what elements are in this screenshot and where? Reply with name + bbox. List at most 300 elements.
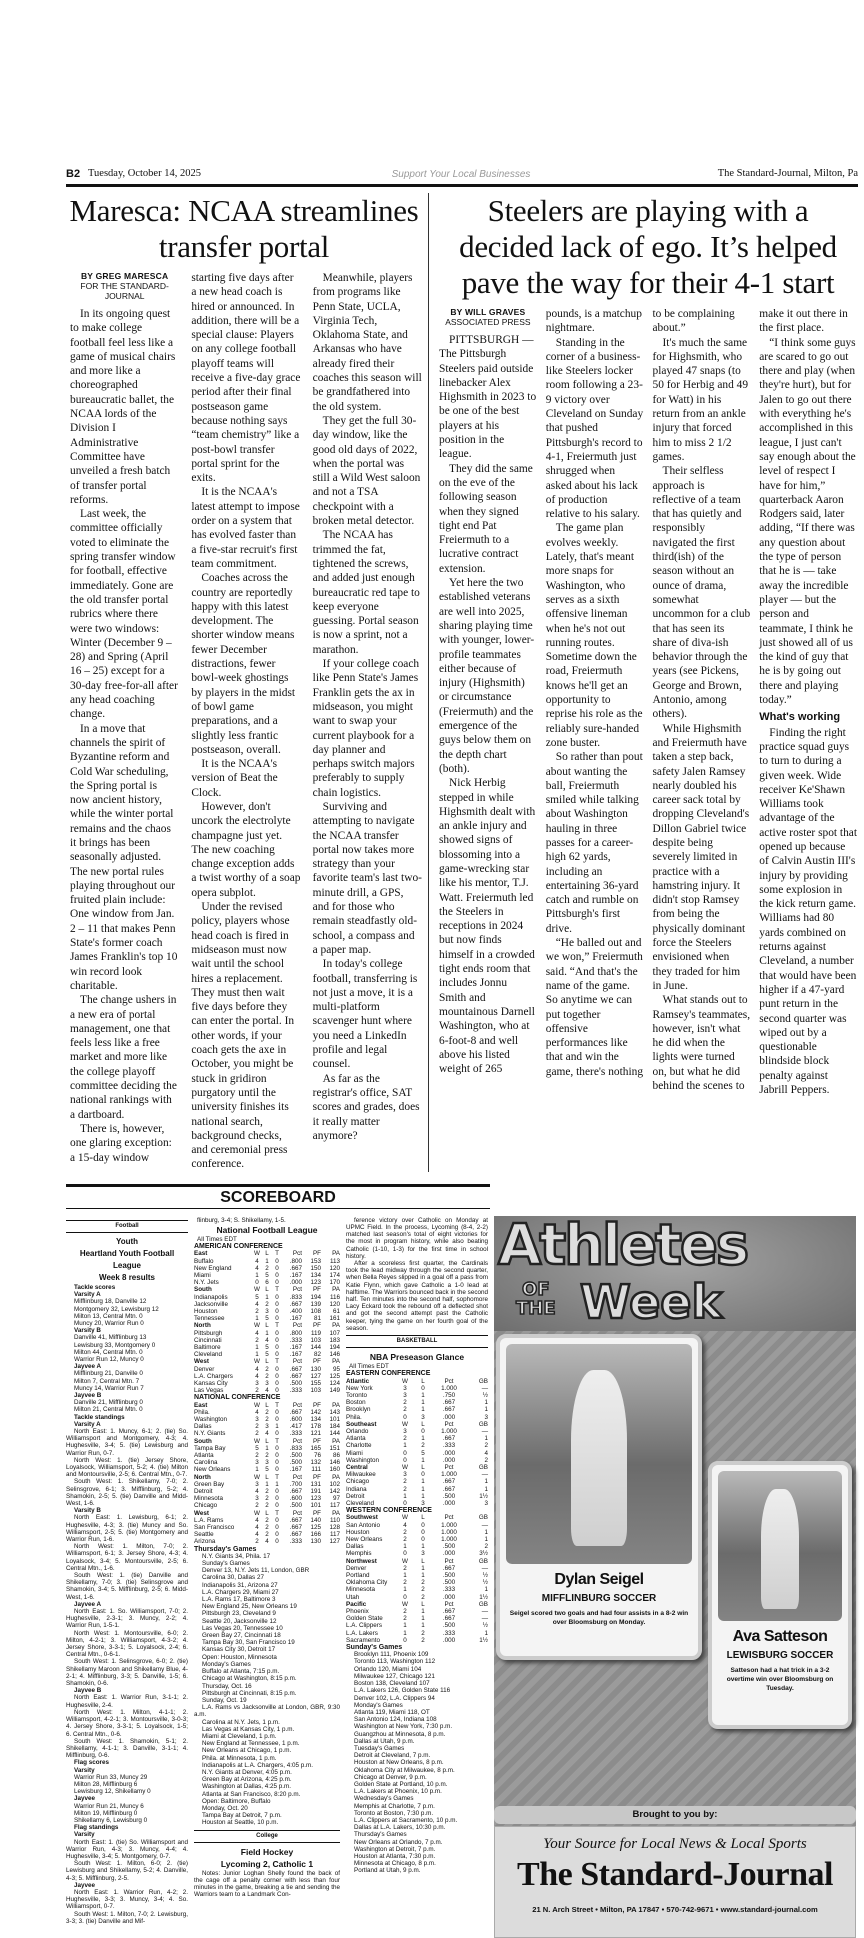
- stat-cell: 1: [421, 1391, 425, 1399]
- stat-cell: 0: [275, 1300, 279, 1308]
- stat-cell: 2: [265, 1495, 269, 1503]
- stat-cell: .667: [442, 1399, 456, 1407]
- sponsor-slogan: Your Source for Local News & Local Sports: [543, 1835, 807, 1852]
- result-line: N.Y. Giants 34, Phila. 17: [202, 1552, 271, 1560]
- stat-cell: .600: [289, 1415, 302, 1423]
- standings-row: [346, 1435, 488, 1442]
- category-label: Tackle standings: [74, 1413, 125, 1421]
- stat-cell: 101: [310, 1502, 321, 1510]
- section-header: Football: [66, 1220, 188, 1233]
- team-name: Houston: [194, 1307, 218, 1315]
- stat-cell: 2: [403, 1608, 407, 1616]
- stat-cell: 3: [255, 1480, 259, 1488]
- stat-cell: 107: [329, 1329, 340, 1337]
- stat-cell: .000: [442, 1449, 456, 1457]
- stat-cell: 2: [403, 1536, 407, 1544]
- scoreboard-columns: [66, 1217, 490, 1925]
- stat-cell: 0: [403, 1593, 407, 1601]
- stat-cell: .600: [289, 1495, 302, 1503]
- stat-cell: 4: [403, 1521, 407, 1529]
- team-name: North: [194, 1322, 211, 1330]
- text-paragraph: Notes: Junior Loghan Shelly found the back of the cage off a penalty corner with less than four minutes in the game, breaking a tie and sending the Warriors team to a Landmark Con-: [194, 1869, 340, 1899]
- standings-row: [346, 1565, 488, 1572]
- stat-cell: 3: [403, 1391, 407, 1399]
- team-name: N.Y. Giants: [194, 1430, 226, 1438]
- stat-cell: 1: [484, 1536, 488, 1544]
- stat-cell: .667: [442, 1485, 456, 1493]
- team-name: Washington: [194, 1415, 228, 1423]
- standings-row: [194, 1481, 340, 1488]
- paragraph: It is the NCAA's version of Beat the Clock.: [191, 758, 278, 799]
- stat-cell: PF: [312, 1473, 321, 1481]
- result-line: Montgomery 32, Lewisburg 12: [74, 1305, 159, 1313]
- text-paragraph: South West: 1. (tie) Danville and Shikellamy, 7-0; 3. (tie) Selinsgrove and Shamokin, 3-4; 5. Mifflinburg, 2-5; 6. Midd-West, 1-6.: [66, 1572, 188, 1601]
- standings-row: [346, 1428, 488, 1435]
- result-line: Washington at Detroit, 7 p.m.: [354, 1845, 436, 1853]
- stat-cell: 1: [421, 1615, 425, 1623]
- team-name: Southeast: [346, 1420, 377, 1428]
- team-name: Denver: [194, 1365, 215, 1373]
- stat-cell: 183: [329, 1336, 340, 1344]
- stat-cell: L: [421, 1464, 425, 1471]
- result-line: Memphis at Charlotte, 7 p.m.: [354, 1802, 435, 1810]
- stat-cell: 1: [484, 1399, 488, 1407]
- stat-cell: 1: [484, 1406, 488, 1414]
- stat-cell: 2: [403, 1485, 407, 1493]
- stat-cell: GB: [478, 1557, 488, 1565]
- sponsor-logo: The Standard-Journal: [517, 1855, 833, 1893]
- stat-cell: 150: [310, 1264, 321, 1272]
- stat-cell: —: [481, 1471, 488, 1479]
- stat-cell: PA: [332, 1401, 340, 1409]
- stat-cell: W: [254, 1509, 260, 1517]
- stat-cell: 0: [275, 1343, 279, 1351]
- stat-cell: 127: [310, 1372, 321, 1380]
- standings-row: [346, 1586, 488, 1593]
- scoreboard-rule: [66, 1208, 490, 1209]
- stat-cell: W: [254, 1322, 260, 1330]
- text-paragraph: South West: 1. Selinsgrove, 6-0; 2. (tie) Shikellamy Maroon and Shikellamy Blue, 4-2-1; 4. Mifflinburg, 3-3; 5. Danville, 1-5; 6. Shamokin, 0-6.: [66, 1658, 188, 1688]
- stat-cell: T: [275, 1437, 279, 1445]
- result-line: New England 25, New Orleans 19: [202, 1603, 297, 1611]
- byline: BY GREG MARESCA: [80, 271, 169, 281]
- stat-cell: 120: [329, 1300, 340, 1308]
- stat-cell: 165: [310, 1444, 321, 1452]
- scoreboard-column-nfl: [194, 1217, 340, 1925]
- stat-cell: .000: [442, 1500, 456, 1508]
- stat-cell: .500: [442, 1572, 456, 1580]
- stat-cell: T: [275, 1286, 279, 1294]
- standings-row: [346, 1522, 488, 1529]
- result-line: Carolina 30, Dallas 27: [202, 1574, 264, 1582]
- standings-row: [194, 1272, 340, 1279]
- stat-cell: Pct: [292, 1509, 302, 1517]
- stat-cell: 2: [421, 1636, 425, 1644]
- stat-cell: 166: [310, 1531, 321, 1539]
- article-headline: Maresca: NCAA streamlines transfer portal: [69, 193, 419, 264]
- stat-cell: .333: [289, 1538, 302, 1546]
- team-name: South: [194, 1286, 212, 1294]
- stat-cell: 1: [255, 1343, 259, 1351]
- stat-cell: 3: [421, 1550, 425, 1558]
- stat-cell: 76: [313, 1452, 321, 1459]
- team-name: Detroit: [346, 1492, 365, 1500]
- stat-cell: 0: [421, 1521, 425, 1529]
- paragraph: As far as the registrar's office, SAT scores and grades, does it really matter anymore?: [312, 1072, 420, 1142]
- standings-header-row: [194, 1286, 340, 1293]
- team-name: Jacksonville: [194, 1300, 228, 1308]
- standings-row: [194, 1344, 340, 1351]
- stat-cell: —: [481, 1521, 488, 1529]
- standings-row: [346, 1637, 488, 1644]
- stat-cell: 4: [255, 1365, 259, 1373]
- stat-cell: 1: [484, 1435, 488, 1443]
- result-line: L.A. Clippers at Sacramento, 10 p.m.: [354, 1816, 458, 1824]
- standings-row: [194, 1301, 340, 1308]
- athletes-of-week-logo: [494, 1212, 856, 1331]
- result-line: Indianapolis 31, Arizona 27: [202, 1581, 278, 1589]
- stat-cell: 5: [265, 1271, 269, 1279]
- text-paragraph: North West: 1. (tie) Jersey Shore, Loyalsock, Williamsport, 5-2; 4. (tie) Milton and Montoursville, 2-5; 6. Central Mtn., 0-7.: [66, 1456, 188, 1479]
- result-line: Miami at Cleveland, 1 p.m.: [202, 1732, 277, 1740]
- standings-row: [194, 1524, 340, 1531]
- standings-row: [346, 1543, 488, 1550]
- stat-cell: T: [275, 1473, 279, 1481]
- standings-row: [346, 1457, 488, 1464]
- stat-cell: 3: [265, 1459, 269, 1467]
- stat-cell: T: [275, 1358, 279, 1366]
- stat-cell: 4: [255, 1300, 259, 1308]
- standings-row: [346, 1399, 488, 1406]
- paragraph: In today's college football, transferring is not just a move, it is a multi-platform scavenger hunt where you need a LinkedIn profile and legal counsel.: [312, 958, 418, 1071]
- standings-header-row: [194, 1358, 340, 1365]
- stat-cell: .667: [289, 1264, 302, 1272]
- result-line: Milton 13, Central Mtn. 0: [74, 1312, 143, 1320]
- stat-cell: 0: [275, 1372, 279, 1380]
- standings-header-row: [346, 1378, 488, 1385]
- stat-cell: 1: [265, 1444, 269, 1452]
- stat-cell: 2: [421, 1629, 425, 1637]
- stat-cell: 1.000: [441, 1521, 457, 1529]
- stat-cell: 144: [329, 1430, 340, 1438]
- standings-row: [346, 1493, 488, 1500]
- stat-cell: .400: [289, 1307, 302, 1315]
- stat-cell: 2: [265, 1300, 269, 1308]
- stat-cell: .500: [442, 1543, 456, 1551]
- paragraph: There is, however, one glaring exception: a 15-day window starting five days after a new head coach is hired or announced. In addition, there will be a special clause: Players on any college football playoff teams will receive a five-day grace period after their final postseason game because nothing says “team chemistry” like a post-bowl transfer portal sprint for the exits.: [70, 272, 301, 1164]
- stat-cell: W: [254, 1473, 260, 1481]
- team-name: Toronto: [346, 1391, 368, 1399]
- paragraph: Finding the right practice squad guys to turn to during a given week. Wide receiver Ke'Shawn Williams took advantage of the active roster spot that opened up because of Calvin Austin III's injury by providing some explosion in the kick return game. Williams had 80 yards combined on returns against Cleveland, a number that would have been higher if a 47-yard punt return in the second quarter was wiped out by a questionable blindside block penalty against Jabrill Peppers.: [759, 726, 857, 1097]
- team-name: New Orleans: [346, 1536, 383, 1544]
- standings-row: [194, 1495, 340, 1502]
- stat-cell: —: [481, 1427, 488, 1435]
- paragraph: However, don't uncork the electrolyte champagne just yet. The new coaching change exception adds a twist worthy of a soap opera subplot.: [191, 800, 301, 899]
- paragraph: Meanwhile, players from programs like Penn State, UCLA, Virginia Tech, Oklahoma State, and Arkansas who have already fired their coaches this season will be grandfathered into the old system.: [312, 272, 422, 413]
- text-line: All Times EDT: [349, 1363, 389, 1371]
- result-line: New England at Tennessee, 1 p.m.: [202, 1740, 300, 1748]
- text-paragraph: North West: 1. Milton, 4-1-1; 2. Williamsport, 4-2-1; 3. Montoursville, 3-0-3; 4. Jersey Shore, 3-3-1; 5. Loyalsock, 1-5; 6. Central Mtn., 0-6.: [66, 1708, 188, 1738]
- paragraph: The change ushers in a new era of portal management, one that feels less like a free market and more like the college playoff committee deciding the national rankings with a dartboard.: [70, 994, 177, 1121]
- text-paragraph: North West: 1. Montoursville, 6-0; 2. Milton, 4-2-1; 3. Williamsport, 4-3-2; 4. Jersey Shore, 3-3-1; 5. Loyalsock, 2-4; 6. Central Mtn., 0-6-1.: [66, 1629, 188, 1659]
- standings-header-row: [194, 1402, 340, 1409]
- category-label: Flag standings: [74, 1824, 119, 1832]
- category-label: Jayvee B: [74, 1391, 102, 1399]
- stat-cell: W: [254, 1250, 260, 1258]
- stat-cell: .667: [289, 1531, 302, 1539]
- stat-cell: .500: [289, 1502, 302, 1510]
- stat-cell: .333: [442, 1442, 456, 1450]
- team-name: Memphis: [346, 1550, 372, 1558]
- stat-cell: 1: [275, 1423, 279, 1431]
- stat-cell: —: [481, 1384, 488, 1392]
- text-paragraph: North East: 1. (tie) So. Williamsport and Warrior Run, 4-3; 3. Muncy, 4-4; 4. Hughesville, 3-4; 5. Montgomery, 0-7.: [66, 1838, 188, 1860]
- result-line: L.A. Lakers at Phoenix, 10 p.m.: [354, 1788, 442, 1796]
- stat-cell: 123: [310, 1279, 321, 1287]
- stat-cell: PF: [312, 1509, 321, 1517]
- stat-cell: Pct: [444, 1600, 454, 1608]
- stat-cell: 0: [275, 1516, 279, 1524]
- stat-cell: 160: [329, 1466, 340, 1474]
- stat-cell: 155: [310, 1379, 321, 1387]
- stat-cell: 1: [421, 1622, 425, 1630]
- stat-cell: 61: [332, 1307, 340, 1315]
- result-line: Las Vegas at Kansas City, 1 p.m.: [202, 1725, 295, 1733]
- stat-cell: 1: [421, 1564, 425, 1572]
- logo-text: Week: [580, 1274, 723, 1329]
- stat-cell: 1: [421, 1485, 425, 1493]
- stat-cell: 4: [255, 1257, 259, 1265]
- stat-cell: 117: [329, 1531, 340, 1539]
- result-line: Oklahoma City at Milwaukee, 8 p.m.: [354, 1766, 455, 1774]
- subhead: What's working: [759, 711, 841, 724]
- stat-cell: 0: [275, 1459, 279, 1467]
- standings-row: [346, 1622, 488, 1629]
- result-line: Houston at New Orleans, 8 p.m.: [354, 1759, 444, 1767]
- result-line: Open: Baltimore, Buffalo: [202, 1797, 271, 1805]
- stat-cell: .667: [289, 1372, 302, 1380]
- stat-cell: 178: [310, 1423, 321, 1431]
- stat-cell: ½: [482, 1391, 488, 1399]
- stat-cell: 1: [275, 1480, 279, 1488]
- paper-name: The Standard-Journal, Milton, Pa: [717, 168, 858, 179]
- stat-cell: .000: [442, 1636, 456, 1644]
- text-line: flinburg, 3-4; S. Shikellamy, 1-5.: [197, 1216, 286, 1224]
- stat-cell: 2: [265, 1408, 269, 1416]
- stat-cell: 2: [255, 1387, 259, 1395]
- stat-cell: Pct: [292, 1437, 302, 1445]
- stat-cell: 2: [403, 1478, 407, 1486]
- stat-cell: 1: [403, 1572, 407, 1580]
- stat-cell: 0: [403, 1550, 407, 1558]
- standings-header-row: [346, 1464, 488, 1471]
- stat-cell: 3: [265, 1307, 269, 1315]
- stat-cell: 146: [329, 1459, 340, 1467]
- team-name: Chicago: [346, 1478, 370, 1486]
- standings-row: [346, 1406, 488, 1413]
- stat-cell: 1: [421, 1435, 425, 1443]
- stat-cell: 149: [329, 1387, 340, 1395]
- stat-cell: 1: [421, 1456, 425, 1464]
- stat-cell: 2: [484, 1543, 488, 1551]
- stat-cell: W: [254, 1401, 260, 1409]
- conference-label: WESTERN CONFERENCE: [346, 1507, 432, 1515]
- stat-cell: .667: [289, 1408, 302, 1416]
- section-page-label: B2: [66, 168, 81, 180]
- result-line: Wednesday's Games: [354, 1795, 414, 1803]
- sponsor-address: 21 N. Arch Street • Milton, PA 17847 • 570-742-9671 • www.standard-journal.com: [532, 1904, 818, 1914]
- stat-cell: 131: [310, 1480, 321, 1488]
- stat-cell: .667: [289, 1516, 302, 1524]
- paragraph: Under the revised policy, players whose head coach is fired in midseason must now wait until the school hires a replacement. They must then wait five days before they can enter the portal. In other words, if your coach gets the axe in October, you might be stuck in gridiron purgatory until the university finishes its national search, background checks, and ceremonial press conference.: [191, 901, 295, 1171]
- stat-cell: 1.000: [441, 1528, 457, 1536]
- standings-header-row: [346, 1601, 488, 1608]
- category-label: Varsity: [74, 1831, 95, 1839]
- standings-header-row: [346, 1558, 488, 1565]
- stat-cell: 2: [403, 1406, 407, 1414]
- standings-row: [194, 1330, 340, 1337]
- team-name: Dallas: [194, 1423, 212, 1431]
- stat-cell: 2: [403, 1435, 407, 1443]
- stat-cell: 0: [275, 1444, 279, 1452]
- standings-row: [346, 1550, 488, 1557]
- text-paragraph: South West: 1. Shikellamy, 7-0; 2. Selinsgrove, 6-1; 3. Mifflinburg, 5-2; 4. Shamokin, 2-5; 5. (tie) Danville and Midd-West, 1-6.: [66, 1478, 188, 1507]
- stat-cell: 4: [265, 1336, 269, 1344]
- stat-cell: L: [265, 1322, 269, 1330]
- result-line: Thursday's Games: [354, 1831, 407, 1839]
- athlete-description: Satteson had a hat trick in a 3-2 overtime win over Bloomsburg on Tuesday.: [726, 1666, 834, 1692]
- standings-header-row: [194, 1438, 340, 1445]
- stat-cell: —: [481, 1608, 488, 1616]
- stat-cell: 3½: [479, 1550, 488, 1558]
- result-line: New Orleans at Chicago, 1 p.m.: [202, 1747, 292, 1755]
- result-line: Washington at Dallas, 4:25 p.m.: [202, 1783, 292, 1791]
- standings-row: [346, 1536, 488, 1543]
- team-name: South: [194, 1437, 212, 1445]
- stat-cell: L: [265, 1437, 269, 1445]
- stat-cell: .667: [289, 1488, 302, 1496]
- result-line: Sunday, Oct. 19: [202, 1696, 247, 1704]
- stat-cell: Pct: [292, 1473, 302, 1481]
- stat-cell: 0: [275, 1379, 279, 1387]
- standings-row: [346, 1486, 488, 1493]
- team-name: Milwaukee: [346, 1471, 376, 1479]
- paragraph: They get the full 30-day window, like the good old days of 2022, when the portal was still a Wild West saloon and not a TSA checkpoint with a broken metal detector.: [312, 414, 421, 528]
- result-line: Shikellamy 6, Lewisburg 0: [74, 1816, 148, 1824]
- stat-cell: L: [421, 1557, 425, 1565]
- stat-cell: 1: [403, 1492, 407, 1500]
- stat-cell: .500: [289, 1379, 302, 1387]
- stat-cell: 2: [265, 1372, 269, 1380]
- category-label: Varsity: [74, 1766, 95, 1774]
- team-name: Minnesota: [194, 1495, 224, 1503]
- result-line: Open: Houston, Minnesota: [202, 1653, 277, 1661]
- subsection-title: Heartland Youth Football League: [79, 1248, 175, 1270]
- stat-cell: .500: [442, 1579, 456, 1587]
- standings-row: [346, 1608, 488, 1615]
- paragraph: Yet here the two established veterans are well into 2025, sharing playing time with younger, lower-profile teammates either because of injury (Highsmith) or circumstance (Freiermuth) and the emergence of the guys below them on the depth chart (both).: [439, 577, 535, 775]
- standings-row: [346, 1615, 488, 1622]
- article-body-steelers: [439, 307, 857, 1097]
- category-label: Varsity A: [74, 1420, 101, 1428]
- byline: BY WILL GRAVES: [450, 307, 526, 317]
- stat-cell: 3: [255, 1415, 259, 1423]
- team-name: Sacramento: [346, 1636, 380, 1644]
- stat-cell: GB: [478, 1514, 488, 1522]
- team-name: Atlantic: [346, 1377, 370, 1385]
- stat-cell: .167: [289, 1466, 302, 1474]
- scoreboard-title: SCOREBOARD: [220, 1188, 336, 1206]
- stat-cell: T: [275, 1509, 279, 1517]
- category-label: Jayvee A: [74, 1600, 102, 1608]
- stat-cell: 144: [310, 1343, 321, 1351]
- paragraph: “He balled out and we won,” Freiermuth said. “And that's the name of the game. So anytime we can put together offensive performances like that and win the game, there's nothing to be complaining about.”: [545, 308, 735, 1078]
- stat-cell: 4: [265, 1538, 269, 1546]
- stat-cell: 117: [329, 1502, 340, 1510]
- standings-row: [194, 1279, 340, 1286]
- stat-cell: 2: [265, 1524, 269, 1532]
- logo-text: Athletes: [498, 1212, 748, 1278]
- stat-cell: ½: [482, 1572, 488, 1580]
- stat-cell: .417: [289, 1423, 302, 1431]
- result-line: Toronto at Boston, 7:30 p.m.: [354, 1809, 434, 1817]
- team-name: Utah: [346, 1593, 360, 1601]
- team-name: L.A. Chargers: [194, 1372, 233, 1380]
- paragraph: Coaches across the country are reportedly happy with this latest development. The shorter window means fewer December distractions, fewer bowl-week ghostings by players in the midst of bowl game preparations, and a slightly less frantic postseason, overall.: [191, 572, 296, 756]
- team-name: Cleveland: [346, 1500, 375, 1508]
- team-name: Pacific: [346, 1600, 367, 1608]
- stat-cell: PA: [332, 1473, 340, 1481]
- team-name: L.A. Rams: [194, 1516, 224, 1524]
- standings-row: [194, 1538, 340, 1545]
- text-paragraph: L.A. Rams vs Jacksonville at London, GBR, 9:30 a.m.: [194, 1704, 340, 1719]
- standings-row: [194, 1466, 340, 1473]
- stat-cell: 1: [265, 1329, 269, 1337]
- stat-cell: 1: [255, 1271, 259, 1279]
- paragraph: They did the same on the eve of the following season when they signed tight end Pat Freiermuth to a lucrative contract extension.: [439, 462, 533, 575]
- stat-cell: .333: [442, 1629, 456, 1637]
- result-line: Phila. at Minnesota, 1 p.m.: [202, 1754, 277, 1762]
- text-paragraph: North East: 1. So. Williamsport, 7-0; 2. Hughesville, 2-3-1; 3. Muncy, 2-2; 4. Warrior Run, 1-5-1.: [66, 1608, 188, 1630]
- stat-cell: PF: [312, 1286, 321, 1294]
- stat-cell: 5: [265, 1343, 269, 1351]
- paragraph: It's much the same for Highsmith, who played 47 snaps (to 50 for Herbig and 49 for Watt) in his return from an ankle injury that forced him to miss 2 1/2 games.: [652, 336, 749, 463]
- stat-cell: 134: [310, 1415, 321, 1423]
- stat-cell: PF: [312, 1401, 321, 1409]
- team-name: New York: [346, 1384, 373, 1392]
- category-label: Jayvee B: [74, 1687, 102, 1695]
- standings-row: [194, 1315, 340, 1322]
- result-line: Muncy 14, Warrior Run 7: [74, 1384, 144, 1392]
- team-name: San Francisco: [194, 1524, 235, 1532]
- scoreboard-column-youth-football: [66, 1217, 188, 1925]
- result-line: Monday's Games: [202, 1660, 251, 1668]
- stat-cell: W: [402, 1600, 408, 1608]
- stat-cell: .667: [289, 1524, 302, 1532]
- team-name: East: [194, 1250, 208, 1258]
- team-name: Minnesota: [346, 1586, 376, 1594]
- stat-cell: .800: [289, 1257, 302, 1265]
- stat-cell: Pct: [444, 1464, 454, 1471]
- stat-cell: 134: [310, 1271, 321, 1279]
- stat-cell: 2: [403, 1615, 407, 1623]
- stat-cell: 1: [484, 1528, 488, 1536]
- team-name: Miami: [346, 1449, 363, 1457]
- stat-cell: Pct: [292, 1401, 302, 1409]
- stat-cell: .167: [289, 1351, 302, 1359]
- result-line: New Orleans at Orlando, 7 p.m.: [354, 1838, 443, 1846]
- paragraph: Nick Herbig stepped in while Highsmith dealt with an ankle injury and showed signs of blossoming into a game-wrecking star like his mentor, T.J. Watt. Freiermuth led the Steelers in receptions in 2024 but now finds himself in a crowded tight ends room that includes Jonnu Smith and mountainous Darnell Washington, who at 6-foot-8 and well above his listed weight of 265 pounds, is a matchup nightmare.: [439, 308, 642, 1076]
